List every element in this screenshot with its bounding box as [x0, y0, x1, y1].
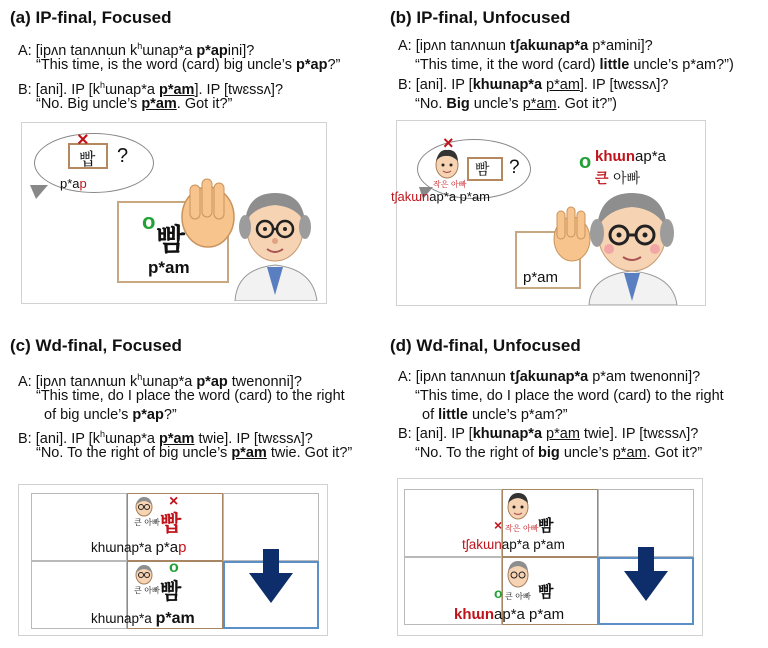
big-uncle-icon — [227, 183, 322, 301]
question-mark: ? — [117, 145, 129, 167]
card-romanization: p*am — [523, 269, 559, 286]
panel-d-A-gloss-1: “This time, do I place the word (card) to the right — [415, 388, 724, 404]
face-label: 작은 아빠 — [433, 180, 467, 189]
panel-d-image — [397, 478, 703, 636]
top-card-char: 빱 — [160, 512, 182, 537]
bottom-card-char: 빰 — [160, 580, 182, 605]
panel-a-title: (a) IP-final, Focused — [10, 8, 172, 27]
bottom-romanization: khɯnap*a p*am — [91, 610, 195, 627]
top-romanization: khɯnap*a p*ap — [91, 539, 187, 556]
bottom-card-char: 빰 — [538, 582, 554, 601]
panel-b-B-line: B: [ani]. IP [khɯnap*a p*am]. IP [twɛssʌ]? — [398, 77, 669, 93]
face-label: 큰 아빠 — [134, 586, 160, 595]
card-char: 빰 — [156, 223, 185, 258]
panel-a-B-line: B: [ani]. IP [$k^hɯnap*a$ p*am]. IP [twɛssʌ]? — [18, 80, 284, 98]
panel-d-B-gloss: “No. To the right of big uncle’s p*am. Got it?” — [415, 445, 703, 461]
correct-o-mark: o — [494, 585, 503, 601]
panel-c-B-gloss: “No. To the right of big uncle’s p*am twie. Got it?” — [36, 445, 353, 461]
panel-b-title: (b) IP-final, Unfocused — [390, 8, 571, 27]
panel-b-image — [391, 120, 706, 306]
panel-a-A-line: A: [ipʌn tanʌnɯn $k^hɯnap*a$ p*apini]? — [18, 41, 255, 59]
bubble-romanization: tʃakɯnap*a p*am — [391, 189, 491, 204]
bottom-romanization: khɯnap*a p*am — [454, 606, 565, 623]
panel-c-A-line: A: [ipʌn tanʌnɯn $k^hɯnap*a$ p*ap twenonni]? — [18, 372, 302, 390]
panel-b-A-line: A: [ipʌn tanʌnɯn tʃakɯnap*a p*amini]? — [398, 38, 653, 54]
panel-c-A-gloss-1: “This time, do I place the word (card) to the right — [36, 388, 345, 404]
down-arrow-icon — [249, 549, 293, 603]
bubble-char: 빰 — [475, 160, 490, 178]
bubble-char: 빱 — [79, 150, 96, 170]
panel-a-A-gloss: “This time, is the word (card) big uncle’s p*ap?” — [36, 57, 341, 73]
question-mark: ? — [509, 157, 520, 178]
panel-c-image — [18, 484, 328, 636]
big-uncle-face-icon — [133, 563, 155, 585]
bubble-romanization: p*ap — [60, 176, 87, 191]
panel-d-A-line: A: [ipʌn tanʌnɯn tʃakɯnap*a p*am twenonni]? — [398, 369, 701, 385]
face-label: 큰 아빠 — [505, 592, 531, 601]
panel-d-B-line: B: [ani]. IP [khɯnap*a p*am twie]. IP [twɛssʌ]? — [398, 426, 699, 442]
correct-o-mark: o — [579, 151, 592, 173]
panel-d-title: (d) Wd-final, Unfocused — [390, 336, 581, 355]
wrong-x-mark: × — [494, 517, 503, 533]
panel-b-A-gloss: “This time, it the word (card) little uncle’s p*am?”) — [415, 57, 734, 73]
right-korean: 큰 아빠 — [595, 171, 641, 187]
little-uncle-face-icon — [504, 491, 532, 521]
big-uncle-face-icon — [504, 559, 532, 589]
wrong-x-mark: × — [77, 129, 89, 151]
down-arrow-icon — [624, 547, 668, 601]
face-label: 작은 아빠 — [505, 524, 539, 533]
correct-o-mark: o — [169, 559, 179, 576]
bubble-tail — [30, 185, 48, 199]
panel-a-image — [21, 122, 327, 304]
wrong-x-mark: × — [169, 493, 179, 510]
panel-a-B-gloss: “No. Big uncle’s p*am. Got it?” — [36, 96, 233, 112]
panel-c-A-gloss-2: of big uncle’s p*ap?” — [44, 407, 177, 423]
face-label: 큰 아빠 — [134, 518, 160, 527]
big-uncle-face-icon — [133, 495, 155, 517]
panel-d-A-gloss-2: of little uncle’s p*am?” — [422, 407, 568, 423]
correct-o-mark: o — [142, 209, 156, 234]
panel-c-title: (c) Wd-final, Focused — [10, 336, 182, 355]
big-uncle-icon — [577, 185, 687, 305]
wrong-x-mark: × — [443, 133, 454, 153]
panel-c-B-line: B: [ani]. IP [$k^hɯnap*a$ p*am twie]. IP [twɛssʌ]? — [18, 429, 313, 447]
right-romanization: khɯnap*a — [595, 148, 666, 165]
top-romanization: tʃakɯnap*a p*am — [462, 537, 565, 552]
panel-b-B-gloss: “No. Big uncle’s p*am. Got it?”) — [415, 96, 618, 112]
top-card-char: 빰 — [538, 516, 554, 535]
card-romanization: p*am — [148, 258, 190, 277]
